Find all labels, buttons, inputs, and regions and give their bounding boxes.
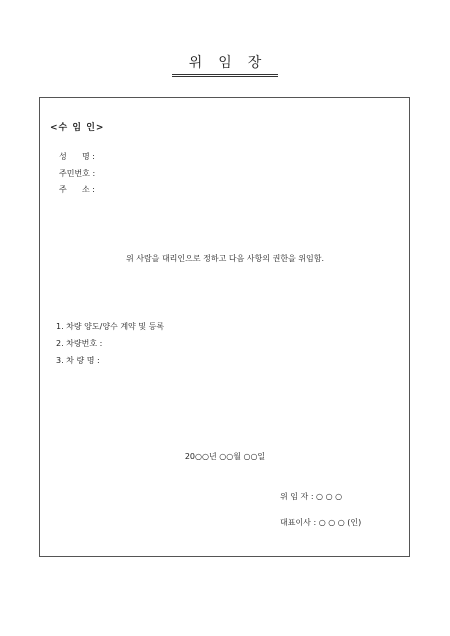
representative-signature-line: 대표이사 : ○ ○ ○ (인) (280, 518, 362, 527)
section-heading: <수 임 인> (50, 123, 105, 133)
document-title: 위임장 (188, 55, 278, 71)
id-number-field-label: 주민번호 : (59, 169, 96, 178)
name-field-label: 성 명 : (59, 152, 95, 161)
address-field-label: 주 소 : (59, 185, 95, 194)
item-vehicle-number: 2. 차량번호 : (56, 339, 103, 348)
document-date: 20○○년 ○○월 ○○일 (184, 452, 266, 461)
title-underline (172, 74, 278, 77)
delegator-signature-line: 위 임 자 : ○ ○ ○ (280, 492, 343, 501)
delegation-statement: 위 사람을 대리인으로 정하고 다음 사항의 권한을 위임함. (125, 254, 325, 263)
item-vehicle-name: 3. 차 량 명 : (56, 356, 100, 365)
item-transfer-contract: 1. 차량 양도/양수 계약 및 등록 (56, 322, 165, 331)
